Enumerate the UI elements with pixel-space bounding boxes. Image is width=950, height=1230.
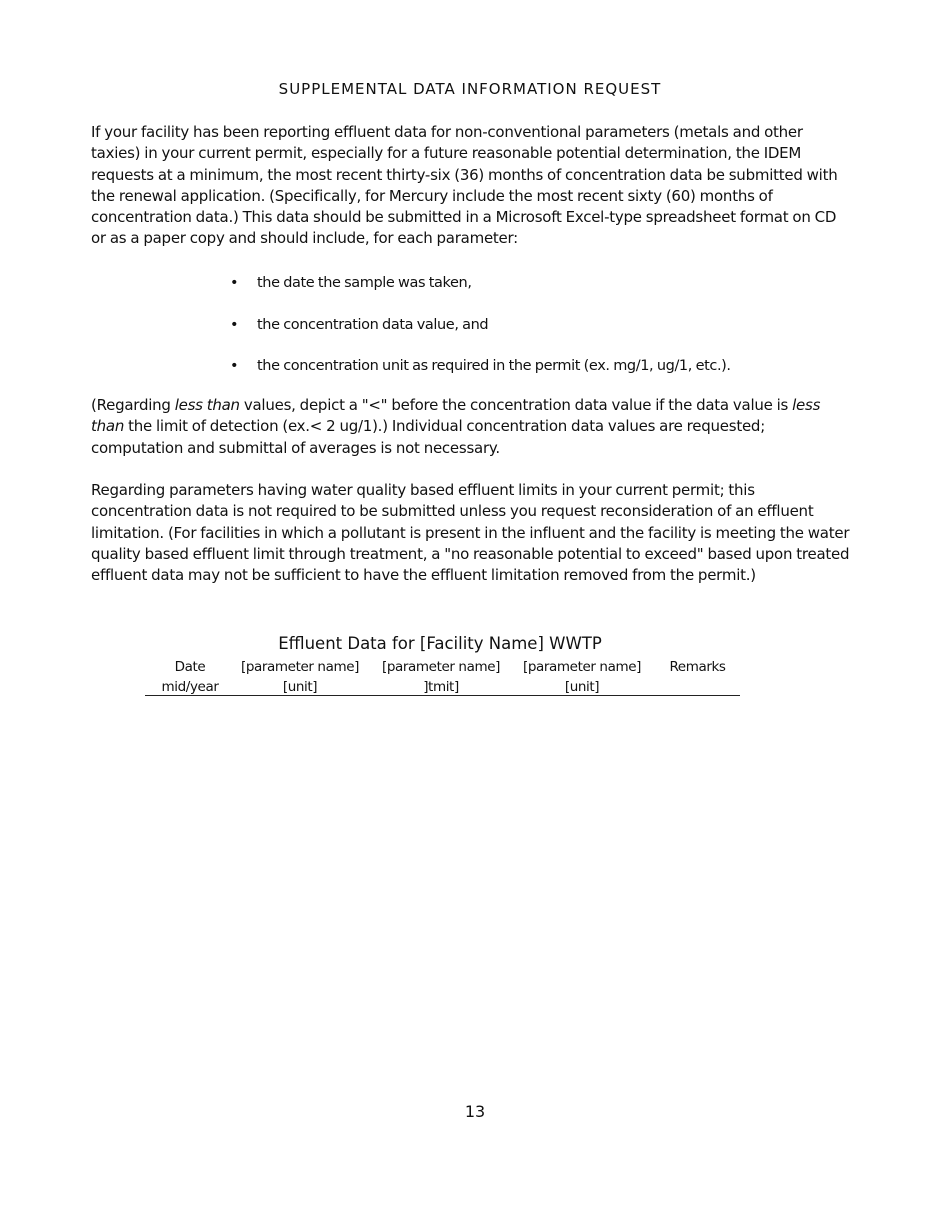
bullet-icon: • — [230, 358, 239, 374]
column-header-remarks — [655, 657, 740, 677]
text-run: values, depict a "<" before the concentration data value if the data value is — [239, 396, 793, 414]
bullet-icon: • — [230, 316, 239, 333]
list-item — [230, 273, 830, 315]
column-header-line1: Date — [174, 659, 206, 675]
list-item — [230, 356, 830, 398]
list-item-text: the concentration unit as required in the permit (ex. mg/1, ug/1, etc.). — [257, 358, 731, 374]
wqbel-paragraph: Regarding parameters having water quality based effluent limits in your current permit; this concentration data is not required to be submitted unless you request reconsideration of an effluent limitation. (For facilities in which a pollutant is present in the influent and the facility is meeting the water quality based effluent limit through treatment, a "no reasonable potential to exceed" based upon treated effluent data may not be sufficient to have the effluent limitation removed from the permit.) — [91, 481, 850, 585]
list-item-text: the date the sample was taken, — [257, 275, 472, 291]
column-header-parameter-2 — [375, 657, 507, 697]
column-header-line1: [parameter name] — [523, 659, 641, 675]
column-header-line1: [parameter name] — [382, 659, 500, 675]
column-header-line1: [parameter name] — [241, 659, 359, 675]
page-title: SUPPLEMENTAL DATA INFORMATION REQUEST — [278, 80, 662, 98]
list-item-text: the concentration data value, and — [257, 316, 489, 333]
text-run: (Regarding — [91, 396, 175, 414]
column-header-line2: ]tmit] — [423, 679, 459, 695]
column-header-parameter-1 — [235, 657, 365, 697]
column-header-line1: Remarks — [669, 659, 726, 675]
table-header — [145, 657, 740, 696]
page-number: 13 — [464, 1102, 486, 1121]
column-header-line2: [unit] — [282, 679, 318, 695]
column-header-parameter-3 — [517, 657, 647, 697]
column-header-line2: [unit] — [564, 679, 600, 695]
italic-text: less than — [174, 396, 240, 414]
intro-paragraph: If your facility has been reporting effluent data for non-conventional parameters (metals and other taxies) in your current permit, especially for a future reasonable potential determination, the IDEM requests at a minimum, the most recent thirty-six (36) months of concentration data be submitted with the renewal application. (Specifically, for Mercury include the most recent sixty (60) months of concentration data.) This data should be submitted in a Microsoft Excel-type spreadsheet format on CD or as a paper copy and should include, for each parameter: — [91, 123, 838, 248]
list-item — [230, 315, 830, 357]
italic-text: less than — [91, 396, 821, 436]
column-header-date — [145, 657, 235, 697]
required-fields-list — [230, 273, 830, 398]
column-header-line2: mid/year — [161, 679, 219, 695]
bullet-icon: • — [230, 275, 239, 291]
table-title: Effluent Data for [Facility Name] WWTP — [278, 634, 602, 653]
less-than-paragraph — [91, 395, 851, 459]
text-run: the limit of detection (ex.< 2 ug/1).) Individual concentration data values are requested; computation and submittal of averages is not necessary. — [91, 417, 766, 457]
